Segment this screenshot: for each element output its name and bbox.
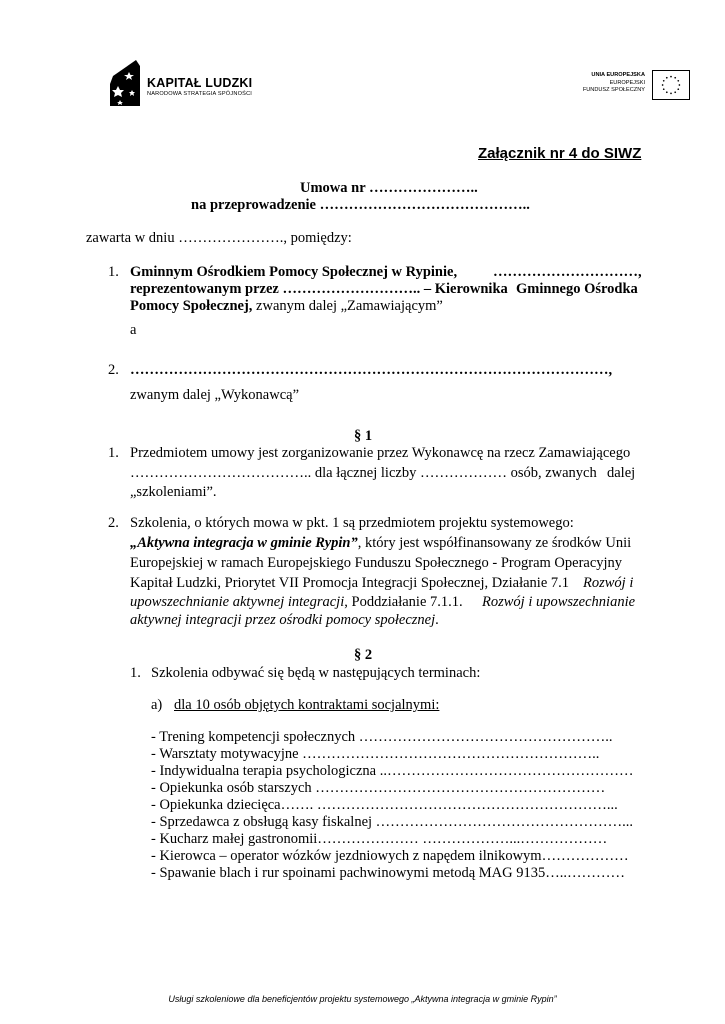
eu-star-icon bbox=[663, 88, 665, 90]
eu-logo bbox=[575, 70, 690, 102]
s2-a-text: dla 10 osób objętych kontraktami socjalnymi: bbox=[174, 697, 440, 713]
party1-office-end: Pomocy Społecznej, bbox=[130, 298, 253, 314]
party2-dots: ………………………………………………………………………………………, bbox=[130, 362, 613, 378]
party1-name: Gminnym Ośrodkiem Pomocy Społecznej w Rypinie, bbox=[130, 264, 458, 280]
eu-flag-icon bbox=[652, 70, 690, 100]
list-item: - Indywidualna terapia psychologiczna ..…………………………………………… bbox=[151, 763, 634, 779]
eu-star-icon bbox=[662, 84, 664, 86]
list-item: - Kucharz małej gastronomii………………… ………………...……………… bbox=[151, 831, 608, 847]
kapital-ludzki-subtitle: NARODOWA STRATEGIA SPÓJNOŚCI bbox=[147, 91, 253, 97]
s1-p1-line2: ……………………………….. dla łącznej liczby ……………… osób, zwanych bbox=[130, 465, 597, 481]
eu-star-icon bbox=[677, 88, 679, 90]
party1-representative-office: Gminnego Ośrodka bbox=[516, 281, 638, 297]
list-item: - Warsztaty motywacyjne …………………………………………………….. bbox=[151, 746, 600, 762]
s1-p2-line4: Kapitał Ludzki, Priorytet VII Promocja Integracji Społecznej, Działanie 7.1 bbox=[130, 575, 570, 591]
s1-p2-line2: , który jest współfinansowany ze środków Unii bbox=[357, 535, 632, 551]
eu-star-icon bbox=[666, 91, 668, 93]
kapital-ludzki-title: KAPITAŁ LUDZKI bbox=[147, 76, 253, 90]
list-item: - Spawanie blach i rur spoinami pachwinowymi metodą MAG 9135…..………… bbox=[151, 865, 625, 881]
party1-representative: reprezentowanym przez ……………………….. – Kierownika bbox=[130, 281, 508, 297]
s2-p1-text: Szkolenia odbywać się będą w następujących terminach: bbox=[151, 665, 481, 681]
eu-star-icon bbox=[670, 76, 672, 78]
s1-p2-line5: , Poddziałanie 7.1.1. bbox=[344, 594, 463, 610]
page-footer: Usługi szkoleniowe dla beneficjentów projektu systemowego „Aktywna integracja w gminie Rypin” bbox=[168, 994, 557, 1004]
s1-p2-line5-end: Rozwój i upowszechnianie bbox=[482, 594, 636, 610]
eu-star-icon bbox=[674, 77, 676, 79]
s1-p2-line1: Szkolenia, o których mowa w pkt. 1 są przedmiotem projektu systemowego: bbox=[130, 515, 574, 531]
party1-name-dots: …………………………, bbox=[493, 264, 642, 280]
attachment-title: Załącznik nr 4 do SIWZ bbox=[478, 145, 642, 162]
project-name: „Aktywna integracja w gminie Rypin” bbox=[130, 535, 358, 551]
eu-star-icon bbox=[666, 77, 668, 79]
eu-star-icon bbox=[674, 91, 676, 93]
kapital-ludzki-logo bbox=[110, 60, 260, 110]
eu-line3: FUNDUSZ SPOŁECZNY bbox=[582, 87, 645, 94]
s1-p1-line1: Przedmiotem umowy jest zorganizowanie przez Wykonawcę na rzecz Zamawiającego bbox=[130, 445, 631, 461]
party2-called: zwanym dalej „Wykonawcą” bbox=[130, 387, 300, 403]
s1-p1-line3: „szkoleniami”. bbox=[130, 484, 217, 500]
party1-number: 1. bbox=[108, 264, 119, 280]
kapital-ludzki-emblem-icon bbox=[110, 60, 142, 106]
party1-called: zwanym dalej „Zamawiającym” bbox=[256, 298, 443, 314]
s1-p2-line4-end: Rozwój i bbox=[583, 575, 634, 591]
eu-star-icon bbox=[677, 80, 679, 82]
contract-intro: zawarta w dniu …………………., pomiędzy: bbox=[86, 230, 352, 246]
party-conjunction: a bbox=[130, 322, 137, 338]
contract-title-number: Umowa nr ………………….. bbox=[300, 180, 478, 196]
eu-star-icon bbox=[679, 84, 681, 86]
list-item: - Trening kompetencji społecznych …………………………………………….. bbox=[151, 729, 613, 745]
s1-p2-number: 2. bbox=[108, 515, 119, 531]
s1-p1-line2-end: dalej bbox=[607, 465, 636, 481]
list-item: - Opiekunka dziecięca……. ……………………………………………………... bbox=[151, 797, 618, 813]
section2-heading: § 2 bbox=[354, 647, 373, 663]
eu-star-icon bbox=[670, 93, 672, 95]
list-item: - Opiekunka osób starszych …………………………………………………… bbox=[151, 780, 606, 796]
s1-p1-number: 1. bbox=[108, 445, 119, 461]
section1-heading: § 1 bbox=[354, 428, 373, 444]
s1-p2-line6-end: . bbox=[435, 612, 439, 628]
eu-text bbox=[583, 72, 645, 95]
eu-star-icon bbox=[663, 80, 665, 82]
s1-p2-line6-italic: aktywnej integracji przez ośrodki pomocy społecznej bbox=[130, 612, 436, 628]
s2-p1-number: 1. bbox=[130, 665, 141, 681]
list-item: - Kierowca – operator wózków jezdniowych z napędem ilnikowym……………… bbox=[151, 848, 629, 864]
eu-line1: UNIA EUROPEJSKA bbox=[591, 72, 645, 78]
party2-number: 2. bbox=[108, 362, 119, 378]
s1-p2-line5-italic: upowszechnianie aktywnej integracji bbox=[130, 594, 345, 610]
s2-a-label: a) bbox=[151, 697, 163, 713]
eu-line2: EUROPEJSKI bbox=[609, 79, 645, 86]
contract-title-subject: na przeprowadzenie …………………………………….. bbox=[191, 197, 530, 213]
list-item: - Sprzedawca z obsługą kasy fiskalnej ……………………………………………... bbox=[151, 814, 634, 830]
s1-p2-line3: Europejskiej w ramach Europejskiego Funduszu Społecznego - Program Operacyjny bbox=[130, 555, 623, 571]
